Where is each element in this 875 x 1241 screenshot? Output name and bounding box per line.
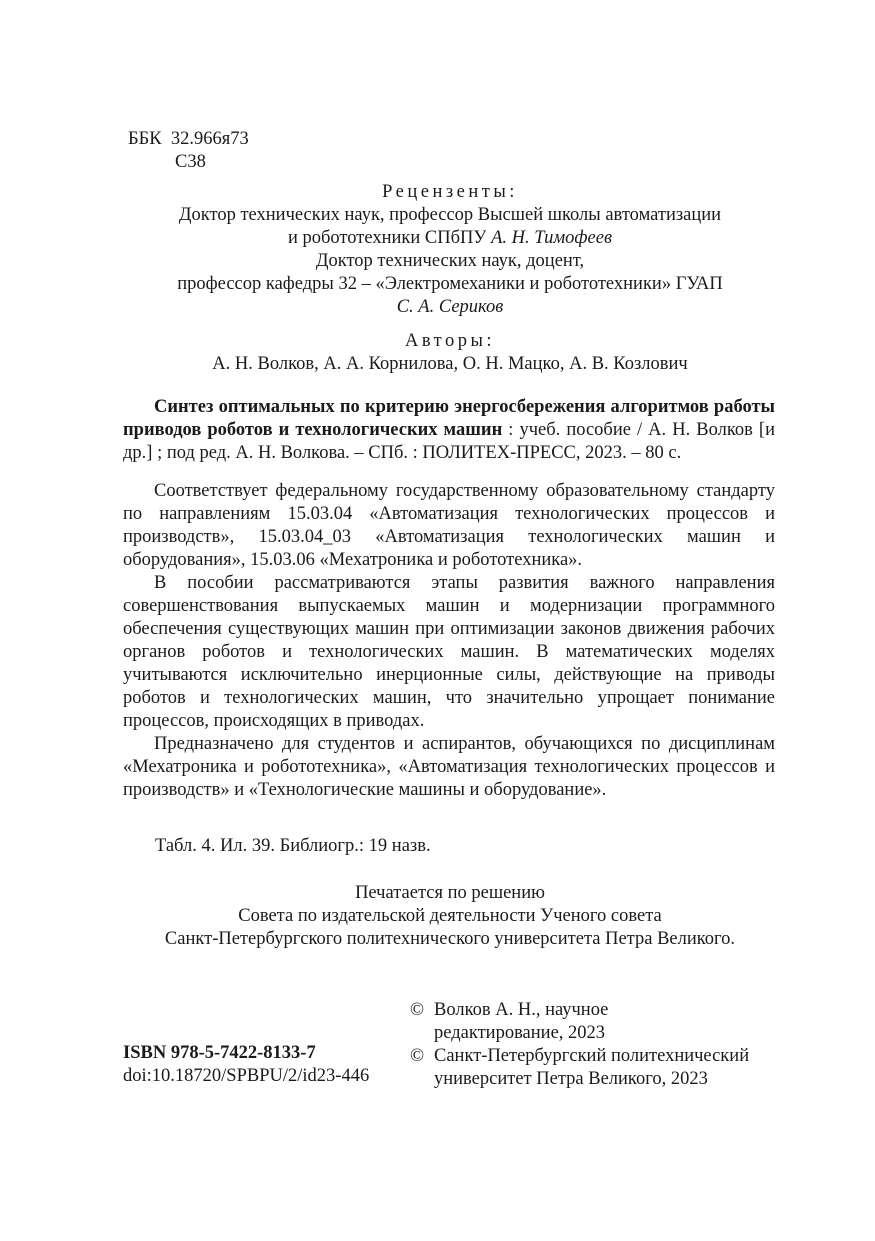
copyright-symbol: © xyxy=(410,1000,425,1020)
approval-line-3: Санкт-Петербургского политехнического университета Петра Великого. xyxy=(164,929,736,949)
copyright-item-1 xyxy=(410,999,749,1045)
doi: doi:10.18720/SPBPU/2/id23-446 xyxy=(123,1066,370,1086)
citation-title: Синтез оптимальных по критерию энергосбережения алгоритмов работы приводов роботов и технологических машин xyxy=(123,397,775,440)
copyright-block xyxy=(410,999,749,1091)
identifiers-block xyxy=(123,1042,369,1088)
stats-line: Табл. 4. Ил. 39. Библиогр.: 19 назв. xyxy=(155,836,431,856)
reviewers-block xyxy=(100,181,800,319)
author-mark: С38 xyxy=(175,152,206,172)
reviewer-1-org-line: и робототехники СПбПУ А. Н. Тимофеев xyxy=(287,228,612,248)
copyright-symbol: © xyxy=(410,1046,425,1066)
copyright-line: университет Петра Великого, 2023 xyxy=(434,1069,708,1089)
copyright-line: редактирование, 2023 xyxy=(434,1023,606,1043)
copyright-line: Волков А. Н., научное xyxy=(434,1000,609,1020)
copyright-line: Санкт-Петербургский политехнический xyxy=(434,1046,750,1066)
authors-block xyxy=(100,330,800,376)
abstract-paragraph-3: Предназначено для студентов и аспирантов, обучающихся по дисциплинам «Мехатроника и робототехника», «Автоматизация технологических процессов и производств» и «Технологические машины и оборудование». xyxy=(123,734,775,800)
approval-line-2: Совета по издательской деятельности Ученого совета xyxy=(238,906,662,926)
citation-details: : учеб. пособие / А. Н. Волков [и др.] ; под ред. А. Н. Волкова. – СПб. : ПОЛИТЕХ-ПРЕСС, 2023. – 80 с. xyxy=(123,420,775,463)
approval-block xyxy=(100,882,800,951)
bbk-block xyxy=(128,128,249,174)
abstract-paragraph-1: Соответствует федеральному государственному образовательному стандарту по направлениям 15.03.04 «Автоматизация технологических процессов и производств», 15.03.04_03 «Автоматизация технологических машин и оборудования», 15.03.06 «Мехатроника и робототехника». xyxy=(123,481,775,570)
reviewer-2-line-2: профессор кафедры 32 – «Электромеханики и робототехники» ГУАП xyxy=(177,274,723,294)
isbn: ISBN 978-5-7422-8133-7 xyxy=(123,1043,316,1063)
bbk-code: ББК 32.966я73 xyxy=(128,129,249,149)
authors-heading: Авторы: xyxy=(404,331,496,351)
copyright-item-2 xyxy=(410,1045,749,1091)
authors-names: А. Н. Волков, А. А. Корнилова, О. Н. Мацко, А. В. Козлович xyxy=(212,354,688,374)
approval-line-1: Печатается по решению xyxy=(355,883,545,903)
reviewer-1-line: Доктор технических наук, профессор Высшей школы автоматизации xyxy=(178,205,722,225)
abstract-paragraph-2: В пособии рассматриваются этапы развития важного направления совершенствования выпускаемых машин и модернизации программного обеспечения существующих машин при оптимизации законов движения рабочих органов роботов и технологических машин. В математических моделях учитываются исключительно инерционные силы, действующие на приводы роботов и технологических машин, что значительно упрощает понимание процессов, происходящих в приводах. xyxy=(123,573,775,731)
reviewer-1-name: А. Н. Тимофеев xyxy=(491,228,612,248)
reviewer-2-name: С. А. Сериков xyxy=(396,297,504,317)
reviewer-2-line-1: Доктор технических наук, доцент, xyxy=(315,251,585,271)
abstract-block xyxy=(123,480,775,802)
citation-block xyxy=(123,396,775,465)
reviewers-heading: Рецензенты: xyxy=(382,182,518,202)
